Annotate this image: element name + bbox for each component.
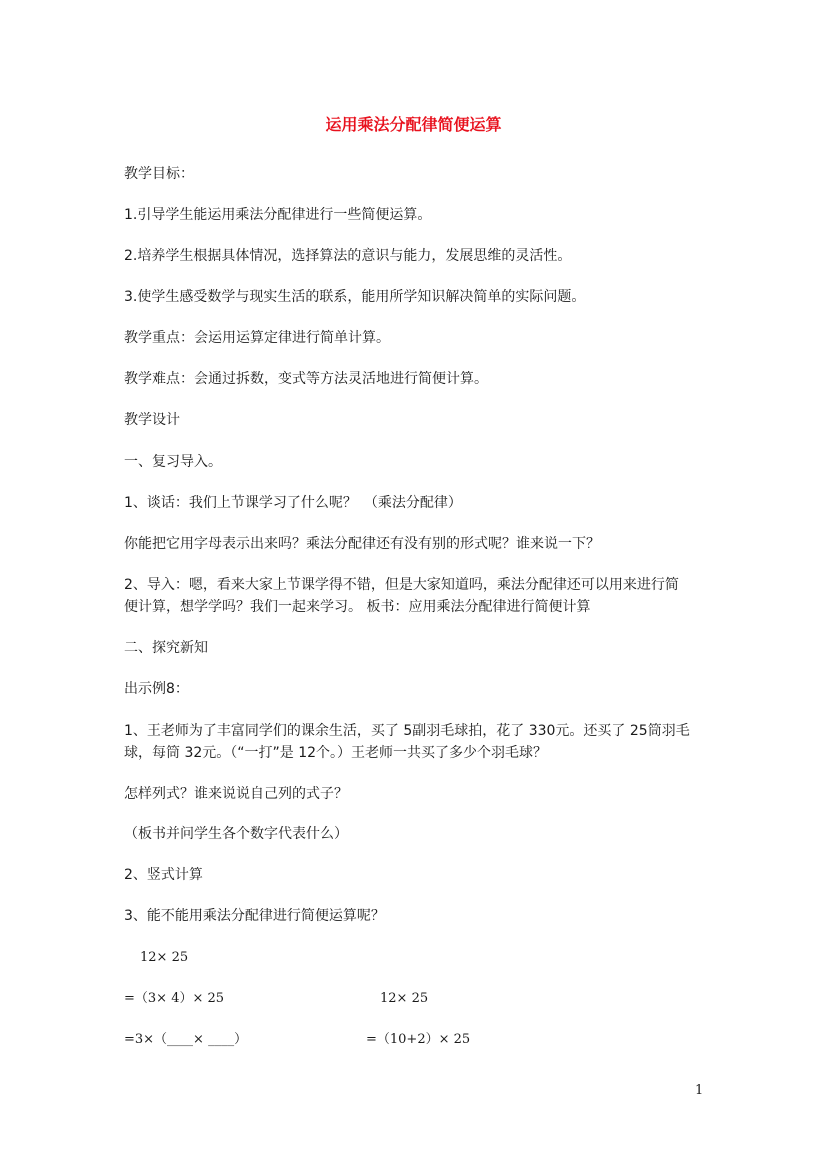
- goal-item-2: 2.培养学生根据具体情况，选择算法的意识与能力，发展思维的灵活性。: [124, 248, 572, 264]
- example-1-line-2: 球，每筒 32元。（“一打”是 12个。）王老师一共买了多少个羽毛球？: [124, 745, 548, 761]
- how-line: 怎样列式？谁来说说自己列的式子？: [124, 786, 348, 802]
- question-line: 你能把它用字母表示出来吗？乘法分配律还有没有别的形式呢？谁来说一下？: [124, 536, 600, 552]
- section-2-heading: 二、探究新知: [124, 640, 208, 656]
- section-1-heading: 一、复习导入。: [124, 454, 222, 470]
- goal-heading: 教学目标：: [124, 166, 194, 182]
- key-point: 教学重点：会运用运算定律进行简单计算。: [124, 330, 390, 346]
- calc-left-3: =3×（____× ____）: [124, 1032, 248, 1047]
- calc-right-1: 12× 25: [380, 991, 429, 1006]
- design-heading: 教学设计: [124, 412, 180, 428]
- calc-left-1: 12× 25: [140, 950, 189, 965]
- vertical-calc-line: 2、竖式计算: [124, 867, 203, 883]
- page-number: 1: [695, 1083, 704, 1098]
- goal-item-1: 1.引导学生能运用乘法分配律进行一些简便运算。: [124, 207, 432, 223]
- intro-line-2: 便计算，想学学吗？我们一起来学习。 板书：应用乘法分配律进行简便计算: [124, 599, 591, 615]
- talk-line: 1、谈话：我们上节课学习了什么呢？ （乘法分配律）: [124, 495, 462, 511]
- example-heading: 出示例8：: [124, 681, 189, 697]
- example-1-line-1: 1、王老师为了丰富同学们的课余生活，买了 5副羽毛球拍，花了 330元。还买了 25筒羽毛: [124, 723, 690, 739]
- can-line: 3、能不能用乘法分配律进行简便运算呢？: [124, 908, 385, 924]
- board-line: （板书并问学生各个数字代表什么）: [124, 826, 348, 842]
- difficulty: 教学难点：会通过拆数，变式等方法灵活地进行简便计算。: [124, 371, 488, 387]
- calc-left-2: =（3× 4）× 25: [124, 991, 225, 1006]
- goal-item-3: 3.使学生感受数学与现实生活的联系，能用所学知识解决简单的实际问题。: [124, 289, 586, 305]
- calc-right-2: =（10+2）× 25: [366, 1032, 471, 1047]
- intro-line-1: 2、导入：嗯，看来大家上节课学得不错，但是大家知道吗，乘法分配律还可以用来进行简: [124, 577, 679, 593]
- document-title: 运用乘法分配律简便运算: [325, 115, 502, 134]
